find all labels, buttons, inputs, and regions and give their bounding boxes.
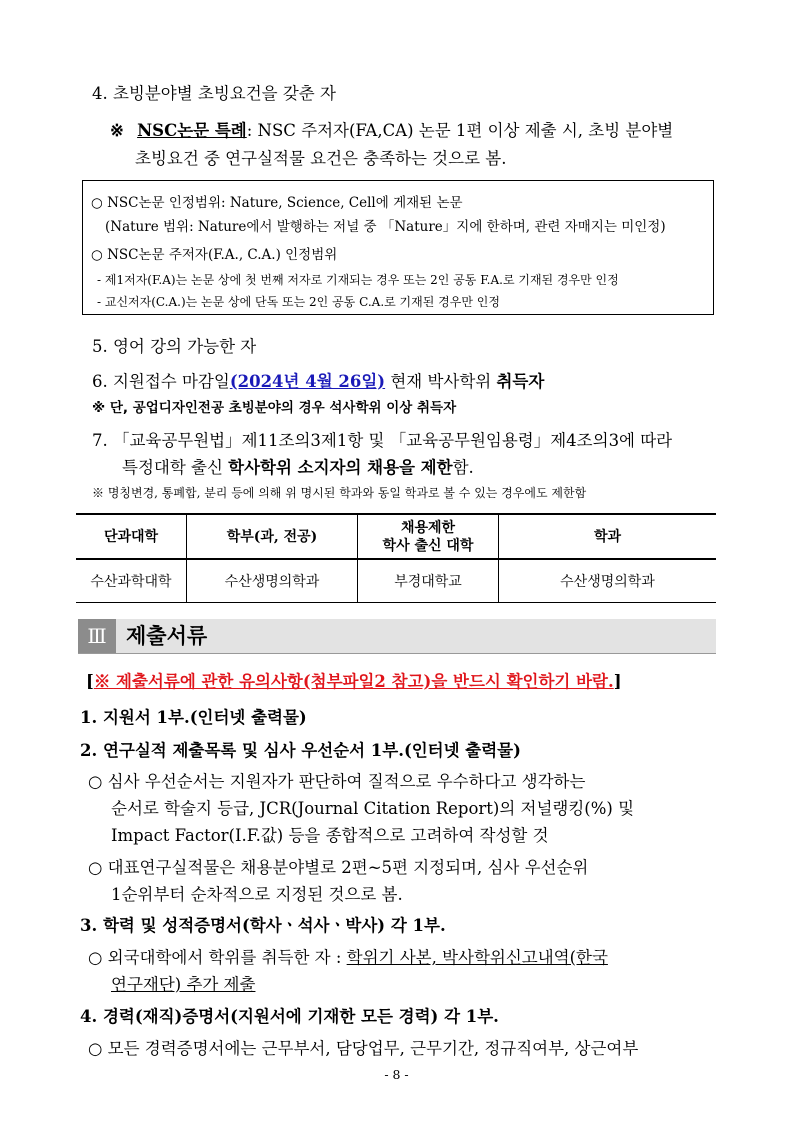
item7-line2-bold: 학사학위 소지자의 채용을 제한 bbox=[228, 458, 453, 477]
doc4-b1: ○ 모든 경력증명서에는 근무부서, 담당업무, 근무기간, 정규직여부, 상근여부 bbox=[88, 1039, 639, 1058]
doc2-b2-l1: ○ 대표연구실적물은 채용분야별로 2편~5편 지정되며, 심사 우선순위 bbox=[88, 858, 589, 877]
note-mark: ※ bbox=[110, 121, 124, 140]
table-row bbox=[76, 559, 716, 603]
item7-line2-prefix: 특정대학 출신 bbox=[122, 458, 229, 477]
header-restricted-line2: 학사 출신 대학 bbox=[382, 537, 474, 554]
item6-prefix: 6. 지원접수 마감일 bbox=[92, 372, 230, 391]
header-college: 단과대학 bbox=[76, 514, 187, 559]
doc2-b1-l1: ○ 심사 우선순서는 지원자가 판단하여 질적으로 우수하다고 생각하는 bbox=[88, 772, 586, 791]
item7-line2-suffix: 함. bbox=[452, 458, 474, 477]
notice-line bbox=[86, 668, 622, 692]
box-line2: (Nature 범위: Nature에서 발행하는 저널 중 「Nature」지에 한하며, 관련 자매지는 미인정) bbox=[105, 219, 666, 235]
doc1-title: 1. 지원서 1부.(인터넷 출력물) bbox=[80, 708, 307, 727]
doc3-b1-underline1: 학위기 사본, 박사학위신고내역(한국 bbox=[346, 948, 608, 967]
table-header-row bbox=[76, 514, 716, 559]
nsc-info-box bbox=[82, 180, 714, 315]
doc3-title: 3. 학력 및 성적증명서(학사ㆍ석사ㆍ박사) 각 1부. bbox=[80, 916, 446, 935]
section-header bbox=[78, 619, 716, 654]
item5-text: 5. 영어 강의 가능한 자 bbox=[92, 337, 257, 356]
section-number: Ⅲ bbox=[78, 619, 116, 653]
doc3-b1-line1 bbox=[88, 944, 608, 968]
box-line4: - 제1저자(F.A)는 논문 상에 첫 번째 저자로 기재되는 경우 또는 2인 공동 F.A.로 기재된 경우만 인정 bbox=[97, 273, 619, 287]
doc2-b1-l2: 순서로 학술지 등급, JCR(Journal Citation Report)의 저널랭킹(%) 및 bbox=[111, 799, 635, 818]
box-line1: ○ NSC논문 인정범위: Nature, Science, Cell에 게재된 논문 bbox=[91, 195, 463, 211]
notice-text: ※ 제출서류에 관한 유의사항(첨부파일2 참고)을 반드시 확인하기 바람. bbox=[93, 672, 614, 691]
header-restricted-university bbox=[358, 514, 499, 559]
nsc-note-line1 bbox=[110, 117, 718, 141]
doc2-title: 2. 연구실적 제출목록 및 심사 우선순서 1부.(인터넷 출력물) bbox=[80, 741, 521, 760]
deadline-date: (2024년 4월 26일) bbox=[229, 372, 386, 391]
box-line3: ○ NSC논문 주저자(F.A., C.A.) 인정범위 bbox=[91, 247, 338, 263]
item6-line bbox=[92, 368, 544, 392]
box-line5: - 교신저자(C.A.)는 논문 상에 단독 또는 2인 공동 C.A.로 기재된 경우만 인정 bbox=[97, 295, 500, 309]
section-title: 제출서류 bbox=[126, 624, 208, 648]
doc3-b1-underline2: 연구재단) 추가 제출 bbox=[111, 975, 256, 994]
doc3-b1-prefix: ○ 외국대학에서 학위를 취득한 자 : bbox=[88, 948, 347, 967]
nsc-note-text: : NSC 주저자(FA,CA) 논문 1편 이상 제출 시, 초빙 분야별 bbox=[246, 121, 674, 140]
doc4-title: 4. 경력(재직)증명서(지원서에 기재한 모든 경력) 각 1부. bbox=[80, 1007, 499, 1026]
doc2-b1-l3: Impact Factor(I.F.값) 등을 종합적으로 고려하여 작성할 것 bbox=[111, 826, 549, 845]
item6-middle: 현재 박사학위 bbox=[385, 372, 497, 391]
restriction-table bbox=[76, 513, 716, 603]
item7-note: ※ 명칭변경, 통폐합, 분리 등에 의해 위 명시된 학과와 동일 학과로 볼 수 있는 경우에도 제한함 bbox=[92, 486, 587, 500]
item6-note: ※ 단, 공업디자인전공 초빙분야의 경우 석사학위 이상 취득자 bbox=[92, 400, 457, 416]
header-restricted-line1: 채용제한 bbox=[400, 519, 456, 536]
doc2-b2-l2: 1순위부터 순차적으로 지정된 것으로 봄. bbox=[111, 885, 403, 904]
notice-close: ] bbox=[613, 672, 622, 691]
cell-college: 수산과학대학 bbox=[76, 559, 187, 603]
nsc-note-line2: 초빙요건 중 연구실적물 요건은 충족하는 것으로 봄. bbox=[135, 149, 507, 168]
header-major: 학과 bbox=[499, 514, 717, 559]
cell-department: 수산생명의학과 bbox=[187, 559, 358, 603]
nsc-note-title: NSC논문 특례 bbox=[137, 121, 247, 140]
page-number: - 8 - bbox=[384, 1067, 409, 1082]
item7-line2 bbox=[122, 454, 474, 478]
cell-major: 수산생명의학과 bbox=[499, 559, 717, 603]
header-department: 학부(과, 전공) bbox=[187, 514, 358, 559]
item7-line1: 7. 「교육공무원법」제11조의3제1항 및 「교육공무원임용령」제4조의3에 따라 bbox=[92, 431, 673, 450]
item4-text: 4. 초빙분야별 초빙요건을 갖춘 자 bbox=[92, 84, 336, 103]
cell-university: 부경대학교 bbox=[358, 559, 499, 603]
item6-bold-end: 취득자 bbox=[496, 372, 545, 391]
notice-open: [ bbox=[86, 672, 94, 691]
